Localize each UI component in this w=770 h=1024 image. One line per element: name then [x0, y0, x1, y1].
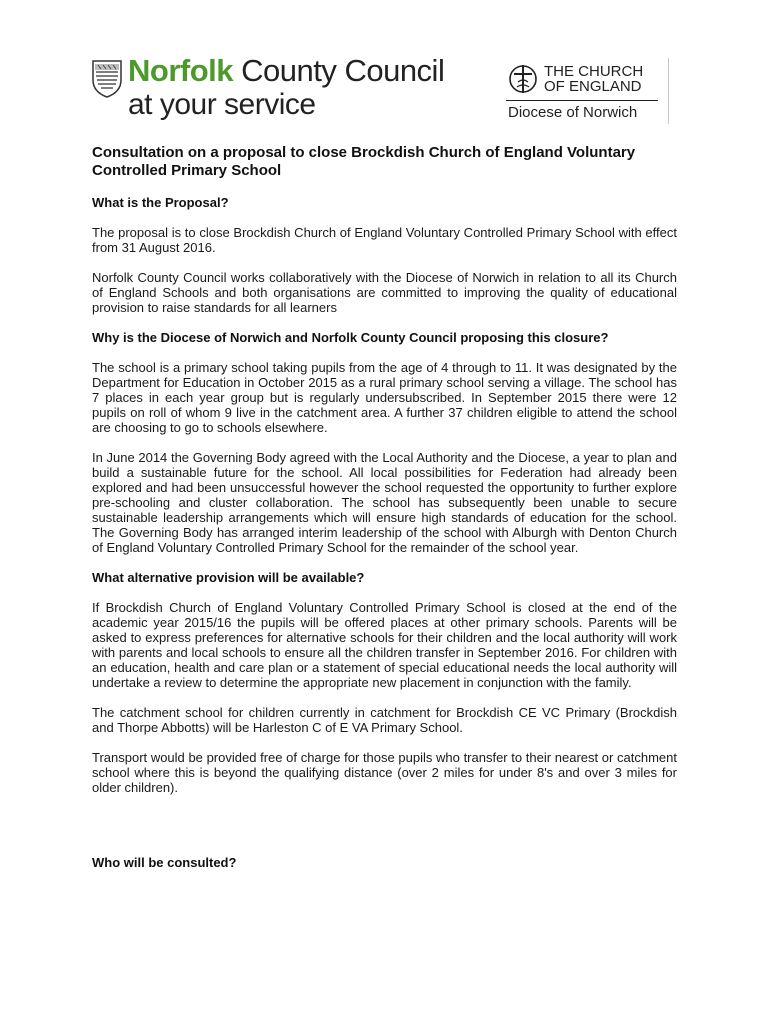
norfolk-crest-icon [92, 60, 122, 98]
coe-line1: THE CHURCH [544, 63, 644, 80]
ncc-title [128, 54, 444, 88]
spacer [92, 810, 677, 855]
paragraph: The proposal is to close Brockdish Church of England Voluntary Controlled Primary School with effect from 31 August 2016. [92, 225, 677, 255]
ncc-name: County Council [233, 53, 445, 88]
coe-name [544, 64, 643, 94]
paragraph: If Brockdish Church of England Voluntary Controlled Primary School is closed at the end of the academic year 2015/16 the pupils will be offered places at other primary schools. Parents will be asked to express preferences for alternative schools for their children and the local authority will work with parents and local schools to ensure all the children transfer in September 2016. For children with an education, health and care plan or a statement of special educational needs the local authority will undertake a review to determine the appropriate new placement in conjunction with the family. [92, 600, 677, 690]
ncc-brand: Norfolk [128, 53, 233, 88]
church-cross-icon [508, 62, 538, 96]
coe-divider [506, 100, 658, 101]
document-title: Consultation on a proposal to close Brockdish Church of England Voluntary Controlled Primary School [92, 144, 636, 179]
paragraph: The school is a primary school taking pupils from the age of 4 through to 11. It was designated by the Department for Education in October 2015 as a rural primary school serving a village. The school has 7 places in each year group but is regularly undersubscribed. In September 2015 there were 12 pupils on roll of whom 9 live in the catchment area. A further 37 children eligible to attend the school are choosing to go to schools elsewhere. [92, 360, 677, 435]
section-heading: Who will be consulted? [92, 855, 237, 870]
section-heading: What is the Proposal? [92, 195, 229, 210]
paragraph: In June 2014 the Governing Body agreed with the Local Authority and the Diocese, a year to plan and build a sustainable future for the school. All local possibilities for Federation had already been explored and had been unsuccessful however the school requested the opportunity to further explore pre-schooling and cluster collaboration. The school has subsequently been unable to secure sustainable leadership arrangements which will ensure high standards of education for the school. The Governing Body has arranged interim leadership of the school with Alburgh with Denton Church of England Voluntary Controlled Primary School for the remainder of the school year. [92, 450, 677, 555]
coe-line2: OF ENGLAND [544, 78, 642, 95]
section-heading: Why is the Diocese of Norwich and Norfolk County Council proposing this closure? [92, 330, 609, 345]
paragraph: Norfolk County Council works collaboratively with the Diocese of Norwich in relation to all its Church of England Schools and both organisations are committed to improving the quality of educational provision to raise standards for all learners [92, 270, 677, 315]
paragraph: The catchment school for children currently in catchment for Brockdish CE VC Primary (Brockdish and Thorpe Abbotts) will be Harleston C of E VA Primary School. [92, 705, 677, 735]
document-body [92, 144, 677, 885]
paragraph: Transport would be provided free of charge for those pupils who transfer to their nearest or catchment school where this is beyond the qualifying distance (over 2 miles for under 8's and over 3 miles for older children). [92, 750, 677, 795]
ncc-tagline: at your service [128, 88, 316, 121]
norfolk-county-council-logo [92, 53, 472, 124]
church-of-england-logo [506, 58, 669, 124]
coe-diocese: Diocese of Norwich [508, 104, 638, 121]
section-heading: What alternative provision will be available? [92, 570, 365, 585]
